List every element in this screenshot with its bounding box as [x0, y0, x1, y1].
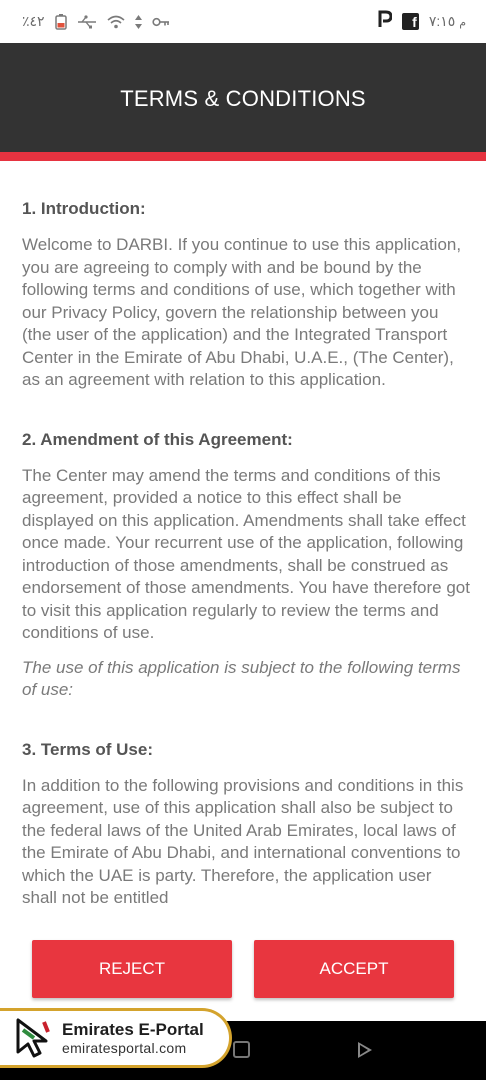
header-accent-strip	[0, 152, 486, 161]
p-app-icon	[378, 10, 392, 34]
data-arrows-icon	[135, 15, 142, 29]
facebook-icon: f	[402, 13, 419, 30]
section-paragraph: The Center may amend the terms and conditions of this agreement, provided a notice to this effect shall be displayed on this application. Amendments shall take effect once made. Your recurrent use of the application, following introduction of those amendments, shall be construed as endorsement of those amendments. You have therefore got to visit this application regularly to review the terms and conditions of use.	[22, 465, 470, 642]
page-title: TERMS & CONDITIONS	[120, 85, 366, 111]
accept-button[interactable]: ACCEPT	[254, 940, 454, 998]
terms-content-scroll[interactable]	[22, 161, 470, 919]
recents-icon[interactable]	[233, 1041, 250, 1058]
emirates-portal-logo-icon	[14, 1016, 52, 1060]
battery-percent: ٪٤٢	[22, 13, 45, 29]
watermark-text	[62, 1020, 204, 1056]
app-header	[0, 43, 486, 152]
battery-icon	[55, 14, 67, 30]
clock-time: ٧:١٥	[428, 13, 456, 29]
section-heading: 1. Introduction:	[22, 199, 146, 218]
status-left	[22, 13, 170, 30]
wifi-icon	[107, 15, 125, 29]
watermark-badge	[0, 1008, 232, 1068]
watermark-title: Emirates E-Portal	[62, 1020, 204, 1040]
section-heading: 3. Terms of Use:	[22, 739, 154, 759]
section-paragraph: Welcome to DARBI. If you continue to use this application, you are agreeing to comply with and be bound by the following terms and conditions of use, which together with our Privacy Policy, govern the relationship between you (the user of the application) and the Integrated Transport Center in the Emirate of Abu Dhabi, U.A.E., (The Center), as an agreement with relation to this application.	[22, 235, 462, 389]
clock-suffix: م	[459, 17, 466, 29]
section-heading: 2. Amendment of this Agreement:	[22, 429, 293, 449]
section-amendment	[22, 430, 470, 702]
usb-icon	[77, 15, 97, 29]
section-introduction	[22, 199, 470, 392]
reject-button[interactable]: REJECT	[32, 940, 232, 998]
section-paragraph-italic: The use of this application is subject to the following terms of use:	[22, 657, 461, 699]
clock	[429, 13, 466, 30]
section-terms-of-use	[22, 740, 470, 910]
back-icon[interactable]	[358, 1042, 372, 1058]
status-right	[378, 10, 466, 34]
watermark-url: emiratesportal.com	[62, 1039, 187, 1056]
section-paragraph: In addition to the following provisions and conditions in this agreement, use of this application shall also be subject to the federal laws of the United Arab Emirates, local laws of the Emirate of Abu Dhabi, and international conventions to which the UAE is party. Therefore, the application user shall not be entitled	[22, 775, 464, 907]
vpn-key-icon	[152, 16, 170, 28]
status-bar	[0, 0, 486, 43]
